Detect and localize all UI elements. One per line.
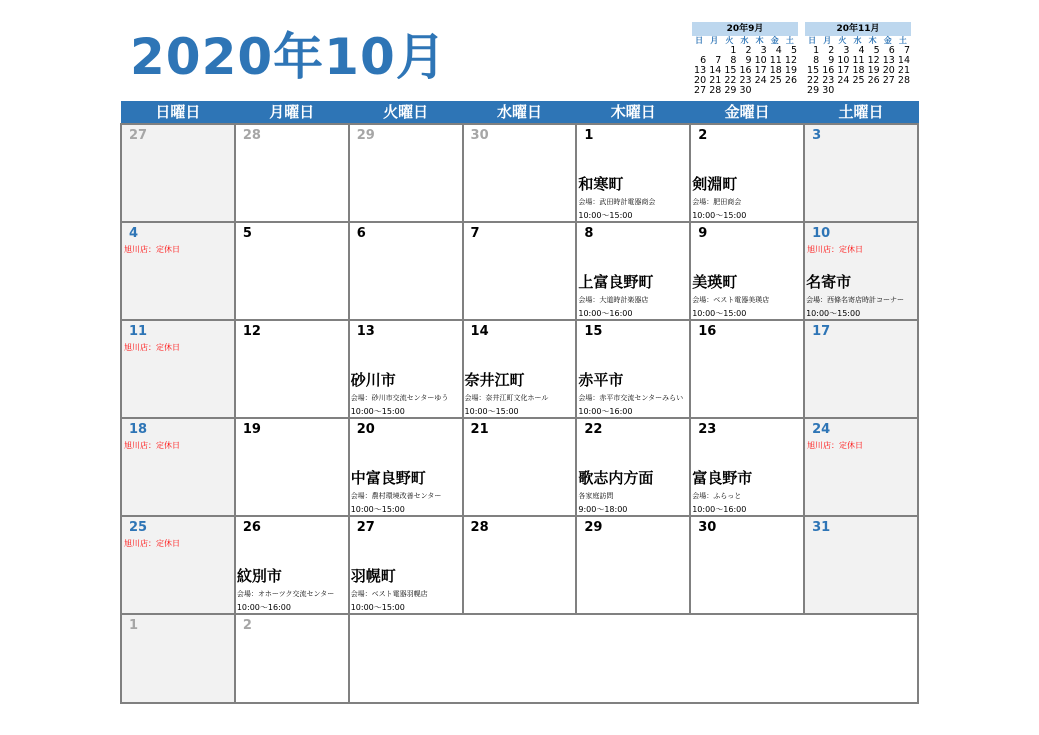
event-venue: 会場：赤平市交流センターみらい [578,394,684,402]
day-cell [121,222,235,320]
day-number: 29 [356,128,375,143]
event [692,469,804,515]
day-cell [804,124,918,222]
mini-weekday: 水 [853,36,862,45]
day-cell [235,614,349,703]
mini-day: 8 [813,55,820,66]
mini-day: 15 [724,65,737,76]
mini-day: 14 [709,65,722,76]
event-town: 上富良野町 [578,273,654,291]
day-cell [463,222,577,320]
day-number: 4 [129,226,139,241]
day-number: 16 [698,324,717,339]
weekday-header: 日曜日 [121,102,235,125]
page-title: 2020年10月 [130,28,447,86]
closed-notice: 旭川店：定休日 [807,245,864,254]
mini-day: 21 [709,75,722,86]
day-number: 20 [356,422,375,437]
day-cell [349,124,463,222]
day-cell [690,222,804,320]
event-town: 名寄市 [806,273,852,291]
mini-weekday: 火 [725,36,734,45]
mini-day: 12 [867,55,880,66]
day-number: 22 [584,422,603,437]
day-cell [463,124,577,222]
event-town: 紋別市 [236,567,282,585]
mini-day: 22 [807,75,820,86]
day-number: 19 [242,422,261,437]
event-venue: 会場：ふらっと [692,492,742,500]
mini-day: 18 [769,65,782,76]
closed-notice: 旭川店：定休日 [124,245,180,254]
day-cell [690,418,804,516]
event-venue: 会場：西條名寄店時計コーナー [806,296,905,304]
day-cell [235,320,349,418]
day-cell [349,418,463,516]
event [351,469,463,515]
event [578,175,690,221]
mini-day: 20 [694,75,707,86]
mini-day: 3 [760,45,767,56]
mini-day [866,86,881,96]
event-venue: 会場：大道時計楽器店 [578,296,649,304]
mini-weekday-row [805,36,911,46]
weekday-header: 水曜日 [463,102,577,125]
mini-day: 30 [822,85,835,96]
day-cell [121,516,235,614]
mini-week-row [805,86,911,96]
mini-day: 29 [807,85,820,96]
event-town: 中富良野町 [350,469,426,487]
event-time: 10:00～16:00 [578,407,633,416]
day-number: 10 [812,226,831,241]
event-venue: 会場：肥田商会 [692,198,742,206]
mini-day: 11 [852,55,865,66]
mini-day: 21 [897,65,910,76]
day-number: 30 [470,128,489,143]
mini-day: 14 [897,55,910,66]
day-number: 8 [584,226,594,241]
day-cell [804,222,918,320]
month-calendar [120,101,919,713]
mini-weekday: 土 [898,36,907,45]
mini-day [896,86,911,96]
weekday-header: 月曜日 [235,102,349,125]
event-venue: 会場：農村環境改善センター [350,492,442,500]
mini-day [881,86,896,96]
day-number: 21 [470,422,489,437]
mini-day: 2 [828,45,835,56]
day-number: 30 [698,520,717,535]
mini-day: 5 [873,45,880,56]
event [465,371,577,417]
mini-weekday: 金 [883,36,892,45]
day-number: 23 [698,422,717,437]
mini-week-row [805,76,911,86]
event [578,371,690,417]
day-number: 9 [698,226,708,241]
event [237,567,349,613]
mini-calendar-title: 20年11月 [805,22,911,36]
event-town: 歌志内方面 [578,469,654,487]
day-number: 2 [698,128,708,143]
day-number: 14 [470,324,489,339]
event-venue: 会場：ベスト電器羽幌店 [350,590,428,598]
mini-day: 5 [790,45,797,56]
mini-weekday: 土 [785,36,794,45]
mini-day: 6 [888,45,895,56]
mini-day: 9 [745,55,752,66]
mini-day: 23 [739,75,752,86]
mini-day [768,86,783,96]
mini-day: 26 [784,75,797,86]
day-cell [690,320,804,418]
event-town: 美瑛町 [692,273,738,291]
event-time: 10:00～16:00 [692,505,747,514]
week-row [121,222,918,320]
mini-day: 25 [852,75,865,86]
day-cell [463,516,577,614]
mini-day [753,86,768,96]
mini-day: 1 [730,45,737,56]
day-cell [121,614,235,703]
day-number: 6 [356,226,366,241]
mini-day: 23 [822,75,835,86]
mini-day: 4 [775,45,782,56]
day-number: 17 [812,324,831,339]
day-cell [235,516,349,614]
event-venue: 会場：ベスト電器美瑛店 [692,296,770,304]
day-number: 29 [584,520,603,535]
closed-notice: 旭川店：定休日 [807,441,864,450]
weekday-header: 木曜日 [576,102,690,125]
event-time: 10:00～16:00 [578,309,633,318]
mini-day: 13 [694,65,707,76]
weekday-header: 金曜日 [690,102,804,125]
event [578,469,690,515]
event-town: 砂川市 [350,371,396,389]
day-cell [463,320,577,418]
mini-day: 28 [709,85,722,96]
day-cell [349,222,463,320]
day-number: 18 [129,422,148,437]
mini-day: 29 [724,85,737,96]
mini-day: 20 [882,65,895,76]
mini-day: 11 [769,55,782,66]
mini-day: 27 [694,85,707,96]
weekday-header: 火曜日 [349,102,463,125]
mini-weekday: 木 [868,36,877,45]
mini-week-row [692,46,798,56]
mini-day [835,86,850,96]
event-time: 10:00～15:00 [464,407,519,416]
mini-weekday: 日 [695,36,704,45]
week-row [121,124,918,222]
mini-day: 28 [897,75,910,86]
mini-weekday: 火 [838,36,847,45]
mini-day: 4 [858,45,865,56]
day-number: 26 [242,520,261,535]
mini-calendar-grid [692,36,798,96]
mini-day: 22 [724,75,737,86]
event-town: 剣淵町 [692,175,738,193]
day-number: 12 [242,324,261,339]
mini-weekday: 水 [740,36,749,45]
event-time: 10:00～15:00 [578,211,633,220]
mini-day: 24 [837,75,850,86]
day-cell [804,516,918,614]
week-row [121,320,918,418]
day-number: 25 [129,520,148,535]
event-town: 羽幌町 [350,567,396,585]
day-number: 3 [812,128,822,143]
day-number: 15 [584,324,603,339]
day-number: 28 [242,128,261,143]
event-time: 10:00～15:00 [350,407,405,416]
mini-weekday-row [692,36,798,46]
event-venue: 会場：奈井江町文化ホール [464,394,549,402]
mini-day: 19 [784,65,797,76]
day-cell [576,516,690,614]
day-cell [349,320,463,418]
day-number: 2 [242,618,252,633]
event-venue: 会場：砂川市交流センターゆう [350,394,449,402]
mini-weekday: 月 [823,36,832,45]
mini-day: 9 [828,55,835,66]
event-time: 10:00～15:00 [692,211,747,220]
event-time: 10:00～15:00 [692,309,747,318]
mini-weekday: 月 [710,36,719,45]
event [578,273,690,319]
mini-day: 13 [882,55,895,66]
day-cell [804,418,918,516]
mini-day: 1 [813,45,820,56]
event [692,175,804,221]
mini-weekday: 金 [770,36,779,45]
mini-day: 30 [739,85,752,96]
day-cell [121,124,235,222]
day-number: 13 [356,324,375,339]
mini-day: 12 [784,55,797,66]
mini-day: 2 [745,45,752,56]
day-cell [690,516,804,614]
day-number: 27 [356,520,375,535]
day-cell [463,418,577,516]
mini-calendar-september [692,22,798,96]
mini-day [783,86,798,96]
mini-day: 7 [903,45,910,56]
week-row [121,516,918,614]
day-number: 7 [470,226,480,241]
event [351,371,463,417]
day-cell [235,418,349,516]
mini-day: 7 [715,55,722,66]
mini-day: 16 [739,65,752,76]
day-cell [121,320,235,418]
event-venue: 会場：武田時計電器商会 [578,198,656,206]
event [692,273,804,319]
mini-day: 8 [730,55,737,66]
mini-calendar-november [805,22,911,96]
mini-day: 19 [867,65,880,76]
mini-weekday: 日 [808,36,817,45]
week-row [121,614,918,703]
day-cell [235,124,349,222]
mini-day: 10 [837,55,850,66]
day-number: 31 [812,520,831,535]
event-town: 赤平市 [578,371,624,389]
day-number: 5 [242,226,252,241]
week-row [121,418,918,516]
day-cell [235,222,349,320]
day-cell [576,320,690,418]
event-time: 10:00～16:00 [236,603,291,612]
day-cell [576,418,690,516]
event-venue: 各家庭訪問 [578,492,614,500]
event [806,273,918,319]
day-number: 27 [129,128,148,143]
event-town: 富良野市 [692,469,753,487]
day-number: 28 [470,520,489,535]
mini-weekday: 木 [755,36,764,45]
day-number: 24 [812,422,831,437]
empty-area [349,614,918,703]
mini-day: 17 [837,65,850,76]
day-cell [349,516,463,614]
event-time: 10:00～15:00 [806,309,861,318]
mini-calendar-title: 20年9月 [692,22,798,36]
mini-day: 24 [754,75,767,86]
mini-day: 16 [822,65,835,76]
mini-day: 25 [769,75,782,86]
closed-notice: 旭川店：定休日 [124,539,180,548]
mini-day: 26 [867,75,880,86]
weekday-header: 土曜日 [804,102,918,125]
mini-day: 15 [807,65,820,76]
day-number: 11 [129,324,148,339]
day-cell [804,320,918,418]
mini-week-row [692,86,798,96]
weekday-header-row [121,102,918,125]
mini-day: 10 [754,55,767,66]
event-time: 10:00～15:00 [350,505,405,514]
event-venue: 会場：オホーツク交流センター [236,590,335,598]
mini-day: 27 [882,75,895,86]
day-number: 1 [129,618,139,633]
event-time: 10:00～15:00 [350,603,405,612]
event [351,567,463,613]
calendar-grid [120,101,919,704]
mini-day [850,86,865,96]
event-time: 9:00～18:00 [578,505,628,514]
closed-notice: 旭川店：定休日 [124,441,180,450]
day-number: 1 [584,128,594,143]
mini-day: 17 [754,65,767,76]
day-cell [576,124,690,222]
event-town: 奈井江町 [464,371,525,389]
day-cell [121,418,235,516]
mini-day: 18 [852,65,865,76]
mini-calendar-grid [805,36,911,96]
event-town: 和寒町 [578,175,624,193]
mini-day: 6 [700,55,707,66]
closed-notice: 旭川店：定休日 [124,343,180,352]
day-cell [576,222,690,320]
mini-day: 3 [843,45,850,56]
day-cell [690,124,804,222]
